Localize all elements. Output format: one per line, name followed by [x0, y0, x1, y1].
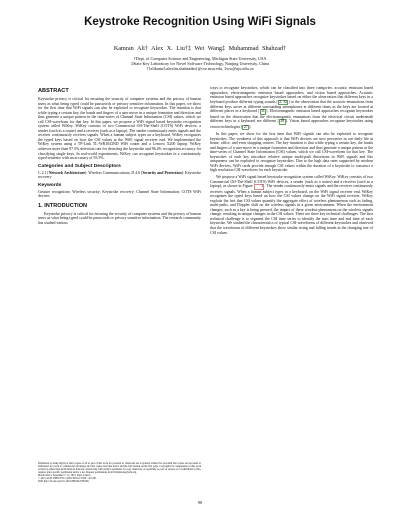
- keywords-heading: Keywords: [38, 182, 62, 188]
- category-network: Network Architecture: [48, 170, 86, 175]
- citation-link[interactable]: 2, 32: [279, 99, 287, 104]
- author-emails: †{alikamr3,alexliu,shahzadm}@cse.msu.edu, ‡ww@nju.edu.cn: [146, 66, 254, 71]
- conference-info: MobiCom'15, September 7–11, 2015, Paris, France.: [38, 474, 91, 477]
- left-column: [38, 88, 201, 228]
- category-security: Security and Protection: [142, 170, 182, 175]
- page-number: 90: [197, 500, 203, 505]
- author-list: Kamran Ali† Alex X. Liu†‡ Wei Wang‡ Muhammad Shahzad†: [113, 45, 287, 52]
- citation-link[interactable]: 28: [280, 119, 285, 124]
- keywords-text: Gesture recognition; Wireless security; Keystroke recovery; Channel State Information; COTS WiFi devices: [38, 189, 201, 199]
- permission-notice: Permission to make digital or hard copies of all or part of this work for personal or classroom use is granted without fee provided that copies are not made or distributed for profit or commercial advantage and that copies bear this notice and the full citation on the first page. Copyrights for components of this work owned by others than ACM must be honored. Abstracting with credit is permitted. To copy otherwise, or republish, to post on servers or to redistribute to lists, requires prior specific permission and/or a fee. Request permissions from Permissions@acm.org.: [38, 462, 201, 474]
- doi-line: DOI: http://dx.doi.org/10.1145/2789168.2790109.: [38, 480, 90, 483]
- categories-heading: Categories and Subject Descriptors: [38, 163, 121, 169]
- abstract-heading: ABSTRACT: [38, 88, 69, 94]
- right-paragraph-3: We propose a WiFi signal based keystroke recognition system called WiKey. WiKey consists of two Commercial Off-The-Shelf (COTS) WiFi devices, a sender (such as a router) and a receiver (such as a laptop), as shown in Figure 1. The sender continuously emits signals and the receiver continuously receives signals. When a human subject types in a keyboard, on the WiFi signal receiver end, WiKey recognizes the typed keys based on how the CSI values change on the WiFi signal receiver. WiKey exploits the fact that CSI values quantify the aggregate effect of wireless phenomenon such as fading, multi-paths, and Doppler shift on the wireless signals in a given environment. When the environment changes, such as a key is being pressed, the impact of these wireless phenomena on the wireless signals change, resulting in unique changes in the CSI values. There are three key technical challenges. The first technical challenge is to segment the CSI time series to identify the start time and end time of each keystroke. We studied the characteristics of typical CSI-waveforms of different keystrokes and observed that the waveforms of different keystrokes show similar rising and falling trends in the changing rate of CSI values.: [210, 175, 373, 235]
- right-paragraph-1: ways to recognize keystrokes, which can be classified into three categories: acoustic emission based approaches, electromagnetic emission based approaches, and vision based approaches. Acoustic emission based approaches recognize keystrokes based on either the observation that different keys in a keyboard produce different typing sounds [2, 32] or the observation that the acoustic emanations from different keys arrive at different surrounding smartphones at different times as the keys are located at different places in a keyboard [31]. Electromagnetic emission based approaches recognize keystrokes based on the observation that the electromagnetic emanations from the electrical circuit underneath different keys in a keyboard are different [28]. Vision based approaches recognize keystrokes using vision technologies [27].: [210, 86, 373, 129]
- intro-text: Keystroke privacy is critical for ensuring the security of computer systems and the privacy of human users as what being typed could be passwords or privacy sensitive information. The research community has studied various: [38, 211, 201, 225]
- figure-link[interactable]: 1: [254, 184, 265, 189]
- right-paragraph-2: In this paper, we show for the first time that WiFi signals can also be exploited to recognize keystrokes. The weakness of this approach is that WiFi devices are now pervasive in our daily life at home, office, and even shopping centers. The key intuition is that while typing a certain key, the hands and fingers of a user move in a unique formation and direction and thus generate a unique pattern in the time-series of Channel State Information (CSI) values, which we call CSI-waveform for that key. The keystrokes of each key introduce relative unique multi-path distortions in WiFi signals and this uniqueness can be exploited to recognize keystrokes. Due to the high data rates supported by modern WiFi devices, WiFi cards provide enough CSI values within the duration of a keystroke to construct a high resolution CSI-waveform for each keystroke.: [210, 132, 373, 173]
- citation-link[interactable]: 27: [243, 124, 248, 129]
- copyright-block: [38, 462, 201, 483]
- affiliation-1: †Dept. of Computer Science and Engineering, Michigan State University, USA: [133, 56, 267, 61]
- citation-link[interactable]: 31: [260, 109, 265, 114]
- paper-title: Keystroke Recognition Using WiFi Signals: [84, 16, 316, 28]
- abstract-text: Keystroke privacy is critical for ensuring the security of computer systems and the privacy of human users as what being typed could be passwords or privacy sensitive information. In this paper, we show for the first time that WiFi signals can also be exploited to recognize keystrokes. The intuition is that while typing a certain key, the hands and fingers of a user move in a unique formation and direction and thus generate a unique pattern in the time-series of Channel State Information (CSI) values, which we call CSI-waveform for that key. In this paper, we propose a WiFi signal based keystroke recognition system called WiKey. WiKey consists of two Commercial Off-The-Shelf (COTS) WiFi devices, a sender (such as a router) and a receiver (such as a laptop). The sender continuously emits signals and the receiver continuously receives signals. When a human subject types on a keyboard, WiKey recognizes the typed keys based on how the CSI values at the WiFi signal receiver end. We implemented the WiKey system using a TP-Link TL-WR1043ND WiFi router and a Lenovo X200 laptop. WiKey achieves more than 97.5% detection rate for detecting the keystroke and 96.4% recognition accuracy for classifying single keys. In real-world experiments, WiKey can recognize keystrokes in a continuously typed sentence with an accuracy of 93.5%.: [38, 97, 201, 161]
- right-column: [210, 86, 373, 237]
- intro-heading: 1. INTRODUCTION: [38, 202, 88, 209]
- copyright-line: © 2015 ACM. ISBN 978-1-4503-3619-2/15/09 ...$15.00.: [38, 477, 97, 480]
- affiliation-2: ‡State Key Laboratory for Novel Software Technology, Nanjing University, China: [130, 61, 270, 66]
- categories-text: C.2.1 [Network Architecture]: Wireless Communications; D.4.6 [Security and Protection]: Keystroke recovery: [38, 170, 202, 180]
